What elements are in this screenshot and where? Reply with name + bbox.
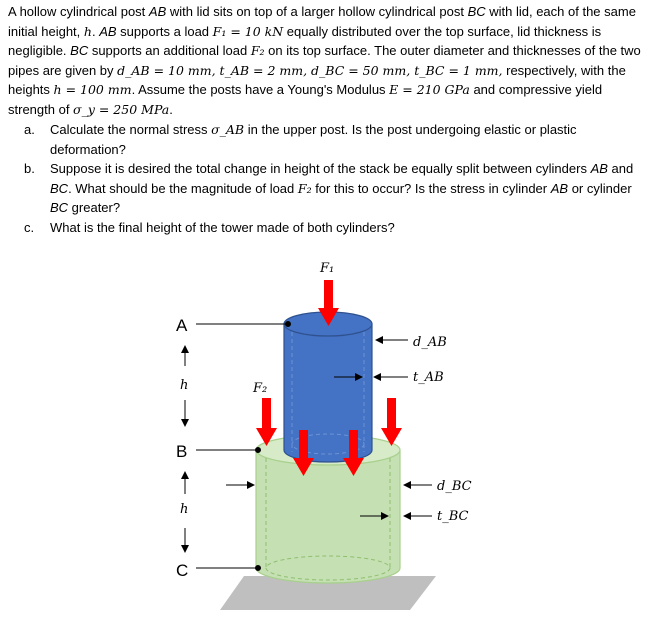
height-equation: h = 100 mm: [53, 82, 132, 97]
yield-strength-equation: σ_y = 250 MPa: [73, 101, 170, 117]
height-label: h: [180, 378, 189, 393]
youngs-modulus-equation: E = 210 GPa: [389, 82, 470, 97]
post-bc-ref: BC: [50, 180, 69, 196]
stress-ab-symbol: σ_AB: [211, 122, 245, 137]
point-b-label: B: [176, 442, 188, 461]
part-label: a.: [24, 122, 35, 137]
point-c-label: C: [176, 561, 189, 580]
part-label: b.: [24, 161, 35, 176]
load-f1-equation: F₁ = 10 kN: [212, 23, 284, 39]
problem-text: .: [91, 23, 100, 39]
problem-text: with lid sits on top of a larger hollow cylindrical post: [166, 4, 468, 19]
problem-text: . Assume the posts have a Young's Modulus: [131, 82, 390, 97]
load-f2-symbol: F₂: [250, 43, 265, 58]
tbc-label: t_BC: [437, 509, 469, 524]
part-b-text: for this to occur? Is the stress in cylinder: [311, 180, 551, 196]
post-bc-ref: BC: [70, 43, 89, 58]
problem-text: on its top surface. The outer diameter and thicknesses of the two pipes are given by: [8, 43, 641, 78]
part-text: What is the final height of the tower made of both cylinders?: [50, 219, 395, 235]
upper-post-ab: [284, 312, 372, 462]
load-arrow-f2: [256, 398, 277, 446]
load-f2-symbol: F₂: [297, 180, 312, 196]
problem-text: .: [169, 101, 173, 117]
load-arrow-f2: [381, 398, 402, 446]
f1-label: F₁: [320, 261, 335, 276]
height-symbol: h: [83, 23, 92, 39]
problem-text: A hollow cylindrical post: [8, 4, 149, 19]
part-label: c.: [24, 219, 35, 235]
point-a-label: A: [176, 316, 188, 335]
problem-text: equally distributed over the top surface, lid thickness is negligible.: [8, 23, 602, 58]
post-ab-ref: AB: [590, 161, 608, 176]
tab-label: t_AB: [413, 370, 444, 385]
problem-text: respectively, with the heights: [8, 62, 626, 97]
part-b-text: or cylinder: [568, 180, 632, 196]
problem-text: supports a load: [116, 23, 213, 39]
post-ab-ref: AB: [99, 23, 117, 39]
part-a-text: Calculate the normal stress: [50, 122, 212, 137]
part-b-text: Suppose it is desired the total change in height of the stack be equally split between cylinders: [50, 161, 591, 176]
post-bc-ref: BC: [50, 200, 69, 215]
post-ab-ref: AB: [550, 180, 569, 196]
post-bc-ref: BC: [467, 4, 486, 19]
f2-label: F₂: [253, 381, 268, 396]
dbc-label: d_BC: [437, 479, 472, 494]
dimensions-equation: d_AB = 10 mm, t_AB = 2 mm, d_BC = 50 mm, t_BC = 1 mm,: [117, 62, 503, 78]
part-a-text: in the upper post. Is the post undergoing elastic or plastic deformation?: [50, 122, 577, 157]
post-ab-ref: AB: [148, 4, 167, 19]
part-b-text: and: [607, 161, 634, 176]
height-label: h: [180, 502, 189, 517]
part-b-text: greater?: [68, 200, 121, 215]
dab-label: d_AB: [413, 335, 447, 350]
part-b-text: . What should be the magnitude of load: [68, 180, 298, 196]
problem-text: with lid, each of the same initial height,: [8, 4, 636, 39]
problem-text: and compressive yield strength of: [8, 82, 603, 117]
problem-text: supports an additional load: [88, 43, 251, 58]
